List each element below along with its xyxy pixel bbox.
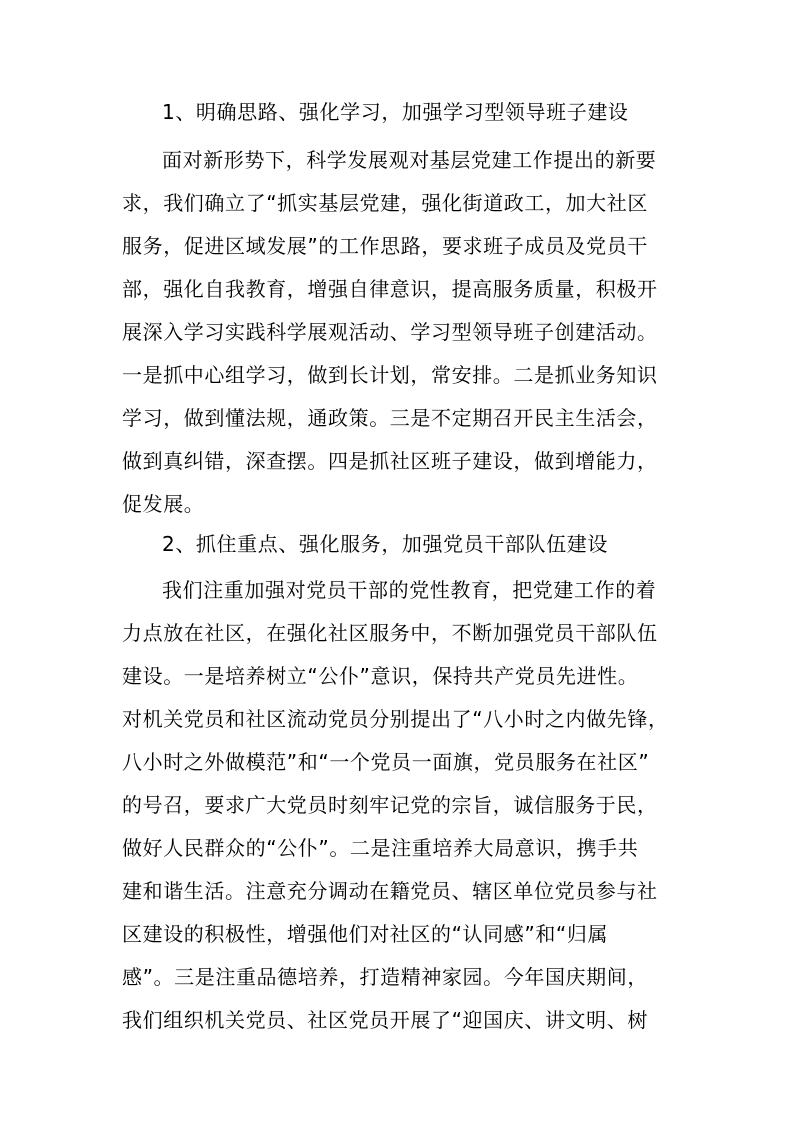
heading-1: 1、明确思路、强化学习，加强学习型领导班子建设: [162, 100, 629, 124]
paragraph-line: 求，我们确立了“抓实基层党建，强化街道政工，加大社区: [122, 191, 648, 215]
paragraph-line: 区建设的积极性，增强他们对社区的“认同感”和“归属: [122, 922, 609, 946]
paragraph-line: 一是抓中心组学习，做到长计划，常安排。二是抓业务知识: [122, 363, 658, 387]
paragraph-line: 感”。三是注重品德培养，打造精神家园。今年国庆期间，: [122, 965, 648, 989]
paragraph-line: 部，强化自我教育，增强自律意识，提高服务质量，积极开: [122, 277, 658, 301]
paragraph-line: 建设。一是培养树立“公仆”意识，保持共产党员先进性。: [122, 664, 639, 688]
paragraph-line: 的号召，要求广大党员时刻牢记党的宗旨，诚信服务于民，: [122, 793, 658, 817]
paragraph-line: 八小时之外做模范”和“一个党员一面旗，党员服务在社区”: [122, 750, 650, 774]
heading-2: 2、抓住重点、强化服务，加强党员干部队伍建设: [162, 532, 608, 556]
paragraph-line: 展深入学习实践科学展观活动、学习型领导班子创建活动。: [122, 320, 658, 344]
paragraph-line: 学习，做到懂法规，通政策。三是不定期召开民主生活会，: [122, 406, 658, 430]
paragraph-line: 我们注重加强对党员干部的党性教育，把党建工作的着: [162, 578, 657, 602]
paragraph-line: 面对新形势下，科学发展观对基层党建工作提出的新要: [162, 148, 657, 172]
paragraph-line: 我们组织机关党员、社区党员开展了“迎国庆、讲文明、树: [122, 1008, 648, 1032]
paragraph-line: 服务，促进区域发展”的工作思路，要求班子成员及党员干: [122, 234, 648, 258]
paragraph-line: 做到真纠错，深查摆。四是抓社区班子建设，做到增能力，: [122, 449, 658, 473]
paragraph-line: 力点放在社区，在强化社区服务中，不断加强党员干部队伍: [122, 621, 658, 645]
paragraph-line: 促发展。: [122, 492, 205, 516]
paragraph-line: 对机关党员和社区流动党员分别提出了“八小时之内做先锋，: [122, 707, 669, 731]
paragraph-line: 做好人民群众的“公仆”。二是注重培养大局意识，携手共: [122, 836, 639, 860]
paragraph-line: 建和谐生活。注意充分调动在籍党员、辖区单位党员参与社: [122, 879, 658, 903]
